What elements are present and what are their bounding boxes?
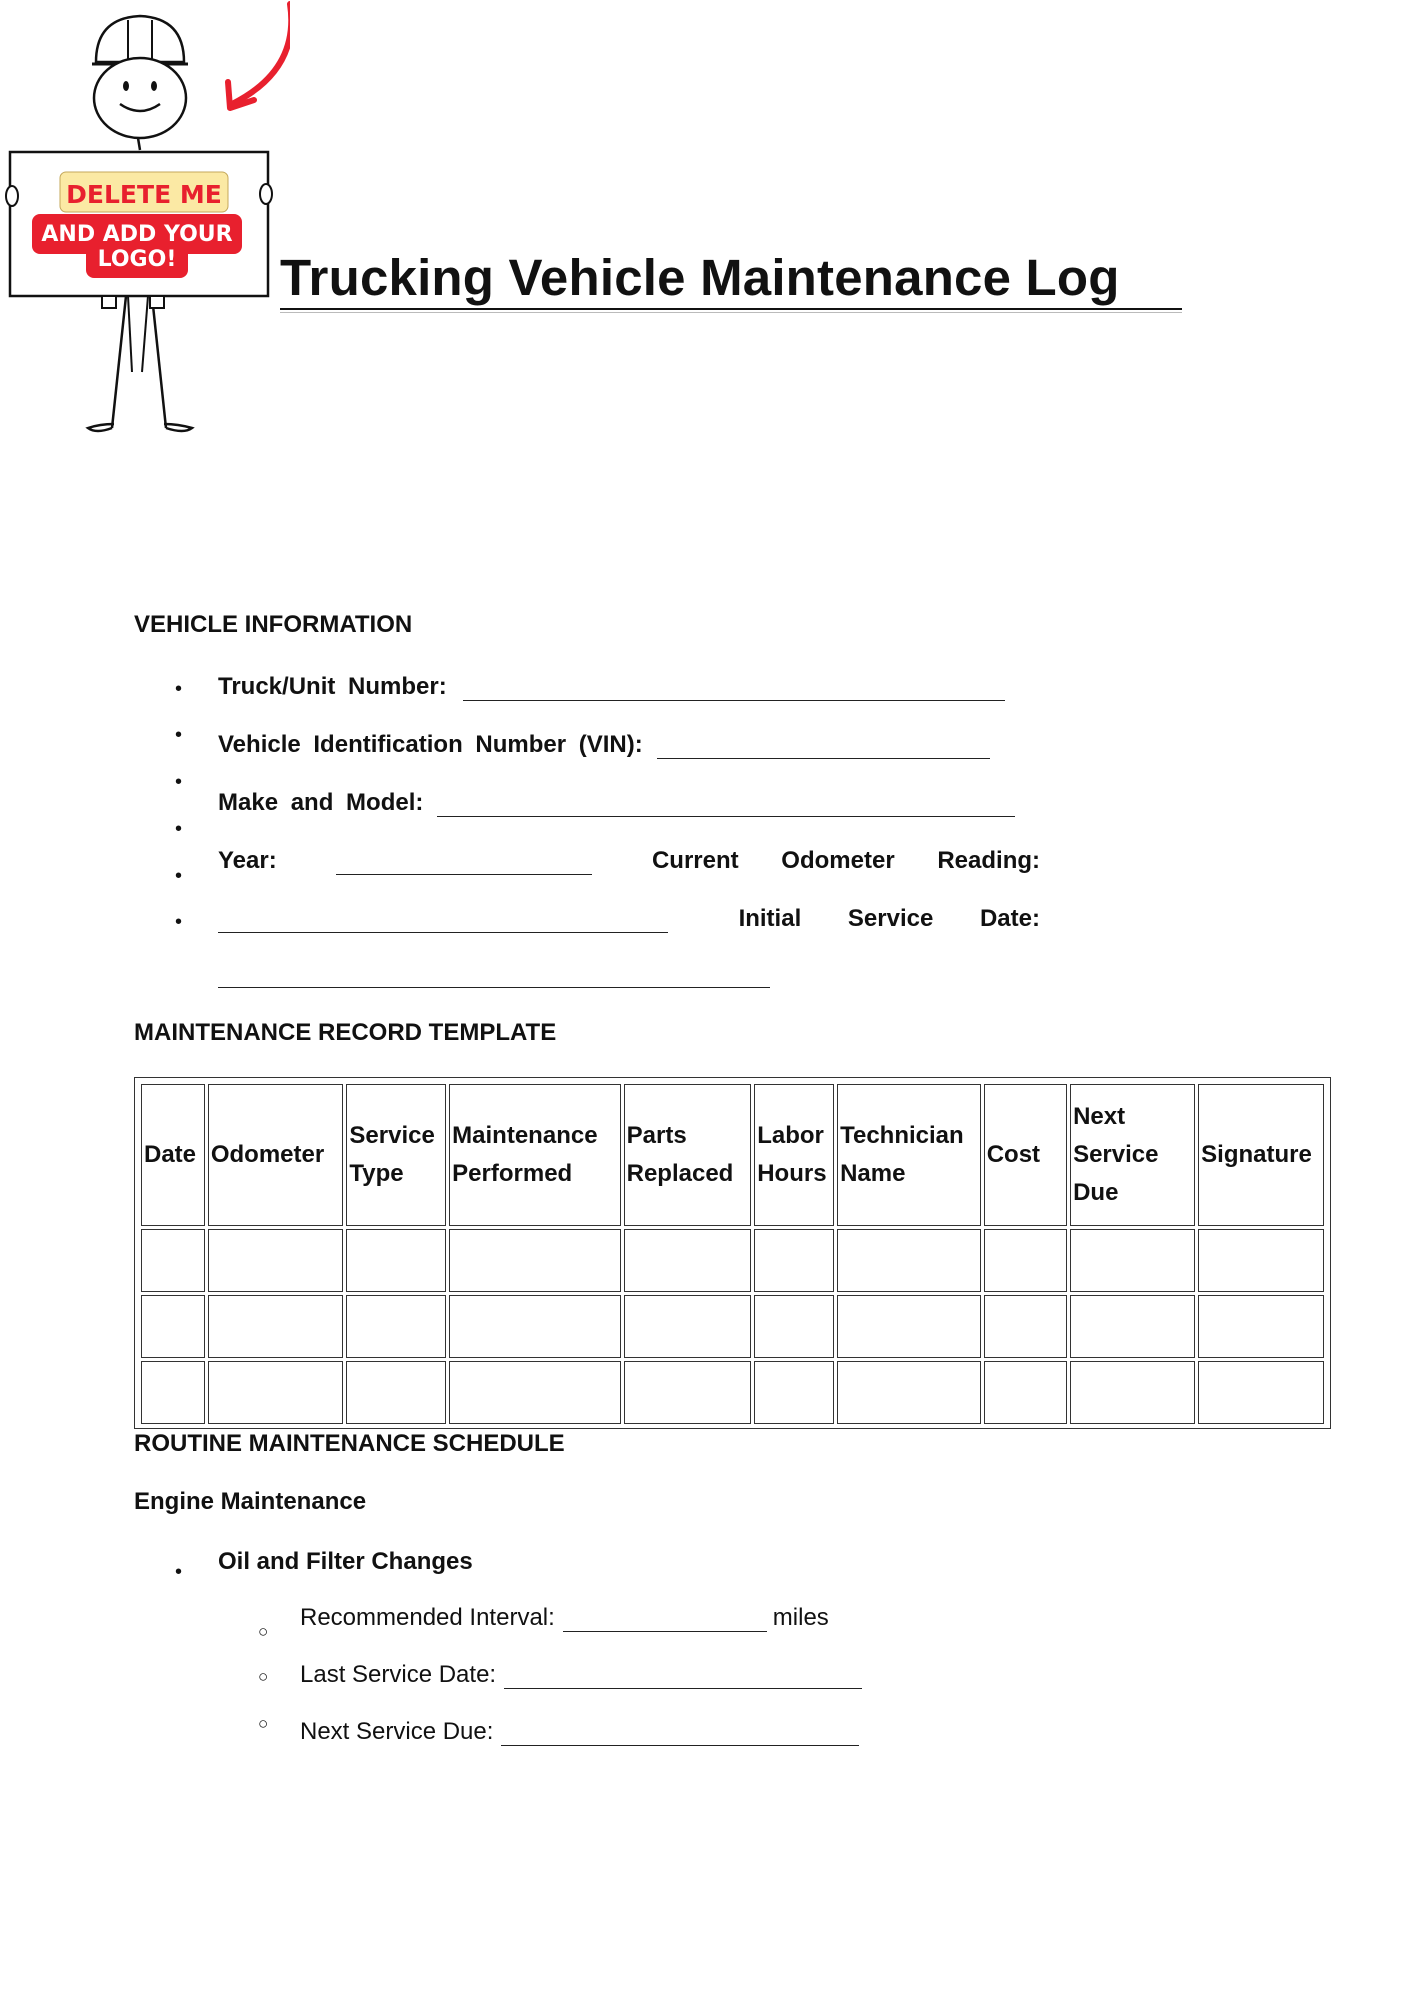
vin-row	[218, 731, 1040, 759]
table-cell[interactable]	[208, 1361, 344, 1424]
table-cell[interactable]	[624, 1361, 752, 1424]
vin-blank[interactable]	[657, 734, 990, 759]
make-model-row	[218, 789, 1040, 817]
table-cell[interactable]	[208, 1295, 344, 1358]
table-cell[interactable]	[1070, 1295, 1195, 1358]
column-header	[208, 1084, 344, 1226]
table-cell[interactable]	[346, 1295, 446, 1358]
column-header	[1198, 1084, 1324, 1226]
title-underline-shadow	[280, 312, 1182, 313]
table-cell[interactable]	[754, 1361, 834, 1424]
table-cell[interactable]	[1198, 1361, 1324, 1424]
column-header-word: Service	[1073, 1141, 1159, 1168]
column-header	[624, 1084, 752, 1226]
column-header-word: Odometer	[210, 1141, 325, 1168]
table-header-row	[141, 1084, 1324, 1226]
table-cell[interactable]	[1070, 1361, 1195, 1424]
logo-text-logo: LOGO!	[97, 247, 177, 272]
column-header	[754, 1084, 834, 1226]
logo-text-add-your: AND ADD YOUR	[41, 222, 233, 247]
column-header-word: Type	[349, 1160, 404, 1187]
sub-bullet: ○	[258, 1714, 269, 1733]
table-cell[interactable]	[449, 1295, 620, 1358]
table-row	[141, 1361, 1324, 1424]
engine-maintenance-heading: Engine Maintenance	[134, 1488, 367, 1515]
make-model-label: Make and Model:	[218, 789, 424, 816]
maintenance-record-table	[134, 1077, 1331, 1429]
column-header-word: Maintenance	[452, 1122, 598, 1149]
logo-text-delete-me: DELETE ME	[66, 180, 222, 209]
maintenance-record-heading: MAINTENANCE RECORD TEMPLATE	[134, 1019, 557, 1046]
vehicle-info-heading: VEHICLE INFORMATION	[134, 611, 413, 638]
table-cell[interactable]	[624, 1229, 752, 1292]
column-header-word: Cost	[986, 1141, 1041, 1168]
initial-service-row	[218, 963, 1040, 988]
table-cell[interactable]	[449, 1361, 620, 1424]
table-cell[interactable]	[1070, 1229, 1195, 1292]
table-cell[interactable]	[346, 1361, 446, 1424]
table-cell[interactable]	[346, 1229, 446, 1292]
year-odometer-row	[218, 847, 1040, 875]
truck-unit-label: Truck/Unit Number:	[218, 673, 447, 700]
initial-service-blank[interactable]	[218, 963, 770, 988]
bullet: •	[175, 1561, 183, 1583]
routine-schedule-heading: ROUTINE MAINTENANCE SCHEDULE	[134, 1430, 565, 1457]
table-cell[interactable]	[837, 1361, 981, 1424]
bullet: •	[175, 818, 183, 840]
document-title: Trucking Vehicle Maintenance Log	[280, 249, 1120, 306]
column-header	[346, 1084, 446, 1226]
table-cell[interactable]	[984, 1361, 1067, 1424]
bullet: •	[175, 678, 183, 700]
year-blank[interactable]	[336, 850, 592, 875]
odometer-label: Current Odometer Reading:	[651, 847, 1040, 874]
initial-service-label: Initial Service Date:	[738, 905, 1040, 932]
table-cell[interactable]	[837, 1295, 981, 1358]
miles-label: miles	[772, 1604, 829, 1631]
table-cell[interactable]	[141, 1229, 205, 1292]
sub-bullet: ○	[258, 1622, 269, 1641]
recommended-interval-row	[300, 1604, 829, 1632]
odometer-blank[interactable]	[218, 908, 668, 933]
column-header	[449, 1084, 620, 1226]
table-cell[interactable]	[141, 1361, 205, 1424]
next-service-due-blank[interactable]	[501, 1721, 859, 1746]
logo-placeholder-mascot	[0, 0, 290, 440]
odometer-service-row	[218, 905, 1040, 933]
last-service-date-label: Last Service Date:	[300, 1661, 497, 1688]
table-cell[interactable]	[754, 1295, 834, 1358]
column-header-word: Labor	[757, 1122, 824, 1149]
column-header-word: Replaced	[626, 1160, 734, 1187]
table-cell[interactable]	[449, 1229, 620, 1292]
last-service-date-blank[interactable]	[504, 1664, 862, 1689]
sub-bullet: ○	[258, 1667, 269, 1686]
table-cell[interactable]	[984, 1229, 1067, 1292]
column-header	[141, 1084, 205, 1226]
table-cell[interactable]	[141, 1295, 205, 1358]
column-header	[984, 1084, 1067, 1226]
table-row	[141, 1229, 1324, 1292]
column-header-word: Performed	[452, 1160, 573, 1187]
truck-unit-row	[218, 673, 1040, 701]
next-service-row	[300, 1718, 859, 1746]
column-header	[837, 1084, 981, 1226]
column-header-word: Service	[349, 1122, 435, 1149]
last-service-row	[300, 1661, 862, 1689]
recommended-interval-blank[interactable]	[563, 1607, 767, 1632]
make-model-blank[interactable]	[437, 792, 1015, 817]
table-cell[interactable]	[837, 1229, 981, 1292]
table-cell[interactable]	[208, 1229, 344, 1292]
column-header-word: Next	[1073, 1103, 1126, 1130]
column-header-word: Name	[840, 1160, 906, 1187]
table-cell[interactable]	[984, 1295, 1067, 1358]
recommended-interval-label: Recommended Interval:	[300, 1604, 555, 1631]
title-underline	[280, 308, 1182, 310]
table-cell[interactable]	[624, 1295, 752, 1358]
column-header-word: Date	[144, 1141, 197, 1168]
column-header-word: Signature	[1201, 1141, 1312, 1168]
oil-filter-item: Oil and Filter Changes	[218, 1548, 473, 1575]
bullet: •	[175, 911, 183, 933]
table-row	[141, 1295, 1324, 1358]
year-label: Year:	[218, 847, 277, 874]
next-service-due-label: Next Service Due:	[300, 1718, 494, 1745]
vin-label: Vehicle Identification Number (VIN):	[218, 731, 643, 758]
bullet: •	[175, 724, 183, 746]
table-cell[interactable]	[1198, 1229, 1324, 1292]
bullet: •	[175, 771, 183, 793]
column-header-word: Technician	[840, 1122, 964, 1149]
table-cell[interactable]	[754, 1229, 834, 1292]
bullet: •	[175, 865, 183, 887]
column-header-word: Parts	[626, 1122, 687, 1149]
column-header	[1070, 1084, 1195, 1226]
column-header-word: Due	[1073, 1179, 1119, 1206]
table-cell[interactable]	[1198, 1295, 1324, 1358]
column-header-word: Hours	[757, 1160, 827, 1187]
truck-unit-blank[interactable]	[463, 676, 1005, 701]
